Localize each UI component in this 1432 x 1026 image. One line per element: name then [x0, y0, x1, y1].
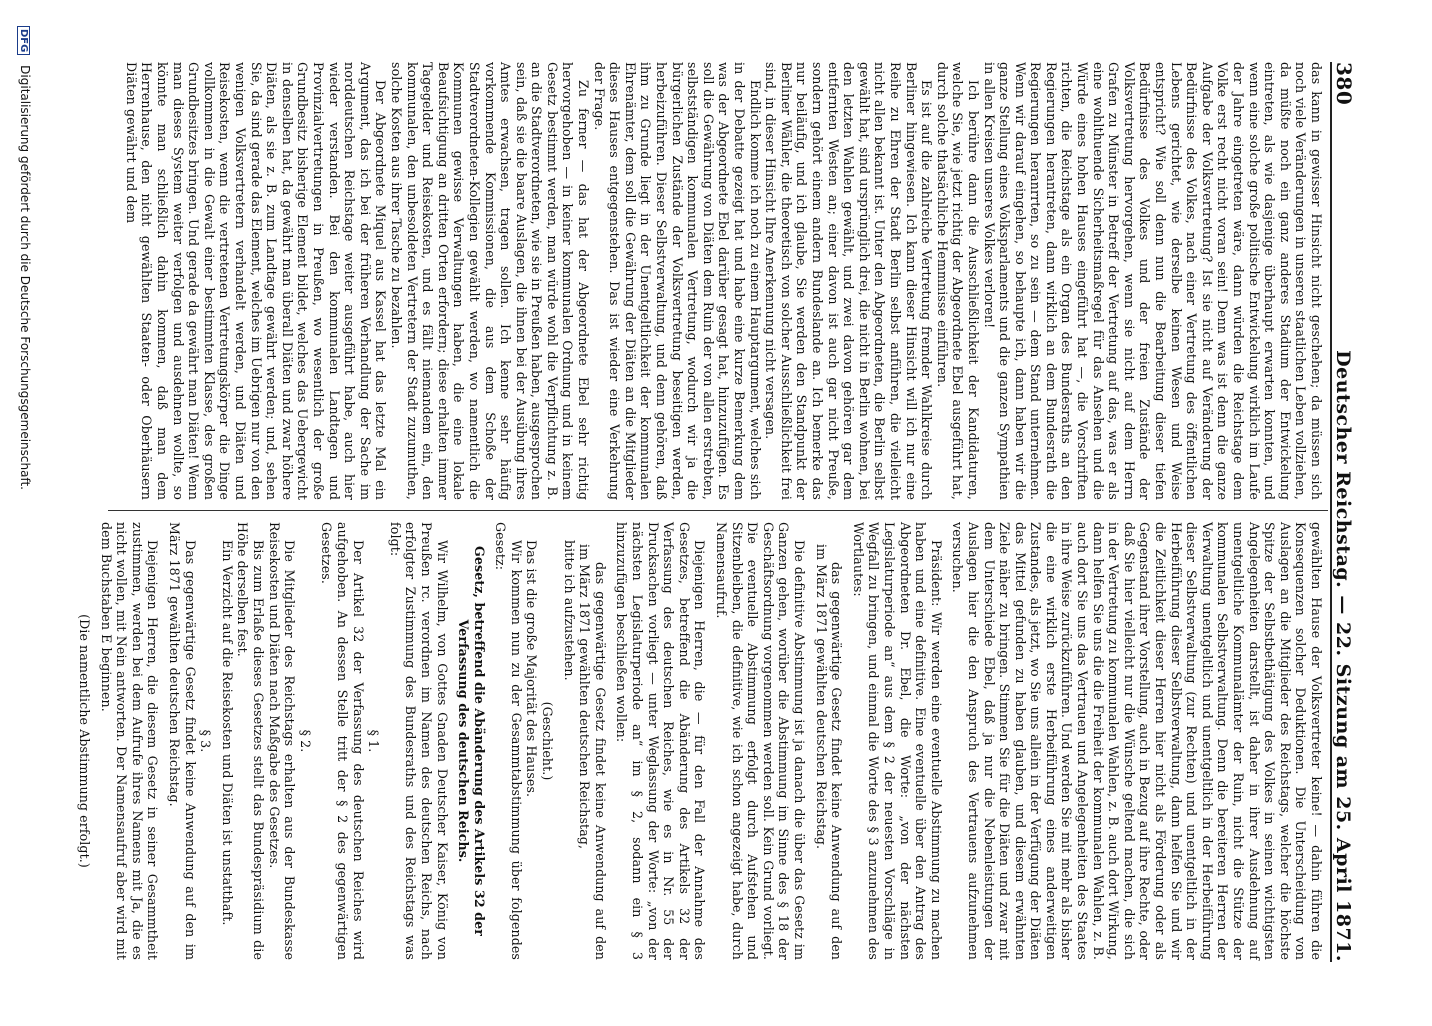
dfg-logo-icon: DFG — [17, 26, 30, 55]
paragraph: Wir kommen nun zu der Gesammtabstimmung über folgendes Gesetz: — [493, 522, 524, 960]
law-title: Gesetz, betreffend die Abänderung des Artikels 32 der Verfassung des deutschen Reichs. — [456, 546, 487, 936]
stage-direction: (Die namentliche Abstimmung erfolgt.) — [77, 614, 93, 868]
page-number: 380 — [1332, 62, 1356, 106]
law-section: Ein Verzicht auf die Reisekosten und Diäten ist unstatthaft. — [219, 540, 235, 926]
header-rule — [1330, 62, 1332, 962]
paragraph: bitte ich aufzustehen. — [561, 540, 577, 681]
paragraph: das kann in gewisser Hinsicht nicht geschehen; da müssen sich noch viele Veränderungen in unseren staatlichen Leben vollziehen, da müßte noch ein ganz anderes Stadium der Entwickelung eintreten, als wie dasjenige überhaupt erwarten konnten, und wenn eine solche große politische Entwickelung wirklich im Laufe der Jahre eingetreten wäre, dann würden die Reichstage dem Volke erst recht nicht voran sein! Denn was ist denn die ganze Aufgabe der Volksvertretung? Ist sie nicht auf Veränderung der Bedürfnisse des Volkes, nach einer Vertretung des öffentlichen Lebens gerichtet, wie derselbe keinen Wesen und Weise entspricht? Wie soll denn nun die Bearbeitung dieser tiefen Bedürfnisse des Volkes und der freien Zustände der Volksvertretung hervorgehen, wenn sie nicht auf dem Herrn Grafen zu Münster in Betreff der Vertretung auf das, was er als eine wohlthuende Sicherheitsmaßregel für das Ansehen und die Würde eines hohen Hauses eingeführt hat —, die Vorschriften richten, die Reichstage als ein Organ des Bundesraths an den Regierungen herantreten, dann wirklich an dem Bundesrath die Regierungen heranrrten, so zu sein — dem Stand unternehmen. Wenn wir darauf eingehen, so behaupte ich, dann haben wir die ganze Stellung eines Volksparlaments und die ganzen Sympathien in allen Kreisen unseres Volkes verloren! — [981, 62, 1324, 500]
paragraph: Zu ferner — das hat der Abgeordnete Ebel sehr richtig hervorgehoben — in keiner kommunalen Ordnung und in keinem Gesetz bestimmt werden, man würde wohl die Verpflichtung z. B. an die Stadtverordneten, wie sie in Preußen haben, ausgesprochen sein, daß sie die baare Auslagen, die ihnen bei der Ausübung ihres Amtes erwachsen, tragen sollen. Ich kenne sehr häufig vorkommende Kommissionen, die aus dem Schoße der Stadtverordneten-Kollegien gewählt werden, wo namentlich die Kommunen gewisse Verwaltungen haben, die eine lokale Beaufsichtigung an dritten Orten erfordern; diese erhalten immer Tagegelder und Reisekosten, und es fällt niemandem ein, den kommunalen, den unbesoldeten Vertretern der Stadt zuzumuthen, solche Kosten aus ihrer Tasche zu bezahlen. — [388, 62, 592, 500]
paragraph: Das ist die große Majorität des Hauses. — [524, 540, 540, 798]
paragraph: gewählten Hause der Volksvertreter keine! — dahin führen die Konsequenzen solcher Deduktionen. Die Unterscheidung von Auslagen an die Mitglieder des Reichstags, welcher die höchste Spitze der Selbstbethätigung des Volkes in seinen wichtigsten Angelegenheiten darstellt, ist daher in ihrer Ausdehnung auf unentgeltliche Kommunalämter der Ruin, nicht die Stütze der kommunalen Selbstverwaltung. Denn die bereiteren Herren der Verwaltung unentgeltlich und unentgeltlich in der Herbeiführung dieser Selbstverwaltung (zur Rechten) und unentgeltlich in der Herbeiführung dieser Selbstverwaltung, dann helfen Sie und wir die Zeitlichkeit dieser Herren hier nicht als Förderung oder als Gegenstand ihrer Vorstellung, auch in Bezug auf ihre Rechte, oder daß Sie hier vielleicht nur die Wünsche geltend machen, die sich in der Vertretung zu kommunalen Wahlen, z. B. auch dort Wirkung, dann helfen Sie uns die die Freiheit der kommunalen Wahlen, z. B. auch dort Sie uns das Vertrauen und Angelegenheiten des Staates in ihre Weise zurückzuführen. Und werden Sie mit mehr als bisher die eine wirklich erste Herbeiführung eines anderweitigen Zustandes, als jetzt, wo Sie uns allein in der Verfügung der Diäten das Mittel gefunden zu haben glauben, und diesem erwähnten Ziele näher zu bringen. Stimmen Sie für die Diäten und zwar mit dem Unterschiede Ebel, daß ja nur die Nebenleistungen der Auslagen hier die den Anspruch des Vertrauens aufzunehmen versuchen. — [950, 522, 1324, 960]
section-heading: § 3. — [198, 729, 214, 753]
quoted-clause: das gegenwärtige Gesetz findet keine Anwendung auf den im März 1871 gewählten deutschen Reichstag, — [577, 544, 608, 960]
digitization-credit — [17, 0, 32, 1026]
section-heading: § 2. — [297, 729, 313, 753]
law-section: Die Mitglieder des Reichstags erhalten aus der Bundeskasse Reisekosten und Diäten nach Maßgabe des Gesetzes. — [266, 522, 298, 960]
section-heading: § 1. — [366, 729, 382, 753]
paragraph: Diejenigen Herren, die — für den Fall der Annahme des Gesetzes, betreffend die Abänderung des Artikels 32 der Verfassung des deutschen Reiches, wie es in Nr. 55 der Drucksachen vorliegt — unter Weglassung der Worte: „von der nächsten Legislaturperiode an“ im § 2, sodann ein § 3 hinzuzufügen beschließen wollen: — [614, 522, 708, 960]
law-section: Bis zum Erlaße dieses Gesetzes stellt das Bundespräsidium die Höhe derselben fest. — [235, 522, 266, 960]
paragraph: Endlich komme ich noch zu einem Hauptargument, welches sich in der Debatte gezeigt hat und habe eine kurze Bemerkung dem was der Abgeordnete Ebel darüber gesagt hat, hinzuzufügen. Es soll die Gewährung von Diäten dem Ruin der von allen erstrebten, selbstständigen kommunalen Vertretung, wodurch wir ja die bürgerlichen Zustände der Volksvertretung beseitigen werden, herbeizuführen. Dieser Selbstverwaltung, und denn gehören, daß ihm zu Grunde liegt in der Unentgeltlichkeit der kommunalen Ehrenämter, dem soll die Gewährung der Diäten an die Mitglieder dieses Hauses entgegenstehen. Das ist wieder eine Verkehrung der Frage. — [591, 62, 763, 500]
paragraph: Es ist auf die zahlreiche Vertretung fremder Wahlkreise durch Berliner hingewiesen. Ich kann dieser Hinsicht will ich nur eine Reihe zu Ehren der Stadt Berlin selbst anführen, die vielleicht nicht allen bekannt ist. Unter den Abgeordneten, die Berlin selbst gewählt hat, sind ursprünglich drei, die nicht in Berlin wohnen, bei den letzten Wahlen gewählt, und zwei davon gehören gar dem entfernten Westen an; einer davon ist auch gar nicht Preuße, sondern gehört einem andern Bundeslande an. Ich bemerke das nur beiläufig, und ich glaube, Sie werden den Standpunkt der Berliner Wähler, die theoretisch von solcher Ausschließlichkeit frei sind, in dieser Hinsicht Ihre Anerkennung nicht versagen. — [763, 62, 935, 500]
law-section: Der Artikel 32 der Verfassung des deutschen Reiches wird aufgehoben. An dessen Stelle tritt der § 2 des gegenwärtigen Gesetzes. — [319, 522, 366, 960]
left-column — [123, 62, 1324, 500]
law-preamble: Wir Wilhelm, von Gottes Gnaden Deutscher Kaiser, König von Preußen rc. verordnen im Namen des deutschen Reichs, nach erfolgter Zustimmung des Bundesraths und des Reichstags was folgt: — [387, 522, 450, 960]
law-section: Das gegenwärtige Gesetz findet keine Anwendung auf den im März 1871 gewählten deutschen Reichstag. — [167, 522, 198, 960]
column-divider — [108, 510, 1328, 511]
stage-direction: (Geschieht.) — [540, 701, 556, 781]
page-header — [1332, 62, 1360, 962]
right-column — [76, 522, 1324, 960]
credit-text: Digitalisierung gefördert durch die Deutsche Forschungsgemeinschaft. — [18, 65, 32, 490]
paragraph: Die definitive Abstimmung ist ja danach die über das Gesetz im Ganzen gehen, worüber die Abstimmung im Sinne des § 18 der Geschäftsordnung vorgenommen werden soll. Kein Grund vorliegt. Die eventuelle Abstimmung erfolgt durch Aufstehen und Sitzenbleiben, die definitive, wie ich schon angezeigt habe, durch Namensaufruf. — [714, 522, 807, 960]
president-statement: Präsident: Wir werden eine eventuelle Abstimmung zu machen haben und eine definitive. Eine eventuelle über den Antrag des Abgeordneten Dr. Ebel, die Worte: „von der nächsten Legislaturperiode an“ aus dem § 2 der neuesten Vorschläge in Wegfall zu bringen, und einmal die Worte des § 3 anzunehmen des Wortlautes: — [850, 522, 944, 960]
quoted-clause: das gegenwärtige Gesetz findet keine Anwendung auf den im März 1871 gewählten deutschen Reichstag. — [813, 544, 845, 960]
paragraph: Diejenigen Herren, die diesem Gesetz in seiner Gesammtheit zustimmen, werden bei dem Aufrufe ihres Namens mit Ja, die es nicht wollen, mit Nein antworten. Der Namensaufruf aber wird mit dem Buchstaben E beginnen. — [98, 522, 161, 960]
header-title: Deutscher Reichstag. — 22. Sitzung am 25. April 1871. — [1332, 350, 1354, 962]
paragraph: Der Abgeordnete Miquel aus Kassel hat das letzte Mal ein Argument, das ich bei der früheren Verhandlung der Sache im norddeutschen Reichstage weiter ausgeführt habe, auch hier wieder verstanden. Bei den kommunalen Landtagen und Provinzialvertretungen in Preußen, wo wesentlich der große Grundbesitz bisherige Element bildet, welches das Uebergewicht in denselben hat, da gewährt man überall Diäten und zwar höhere Diäten, als sie z. B. zum Landtage gewährt werden; und, sehen Sie, da sind gerade das Element, welches im Uebrigen nur von den wenigen Volksvertretern verhandelt werden, und Diäten und Reisekosten, wenn die vertretenen Vertretungskörper die Dinge vollkommen in die Gewalt einer bestimmten Klasse, des großen Grundbesitzes bringen. Und gerade da gewährt man Diäten! Wenn man dieses System weiter verfolgen und ausdehnen wollte, so könnte man schließlich dahin kommen, daß man dem Herrenhause, den nicht gewählten Staaten- oder Oberhäusern Diäten gewährt und dem — [123, 62, 389, 500]
paragraph: Ich berühre dann die Ausschließlichkeit der Kandidaturen, welche Sie, wie jetzt richtig der Abgeordnete Ebel ausgeführt hat, durch solche thatsächliche Hemmnisse einführen. — [934, 62, 981, 500]
